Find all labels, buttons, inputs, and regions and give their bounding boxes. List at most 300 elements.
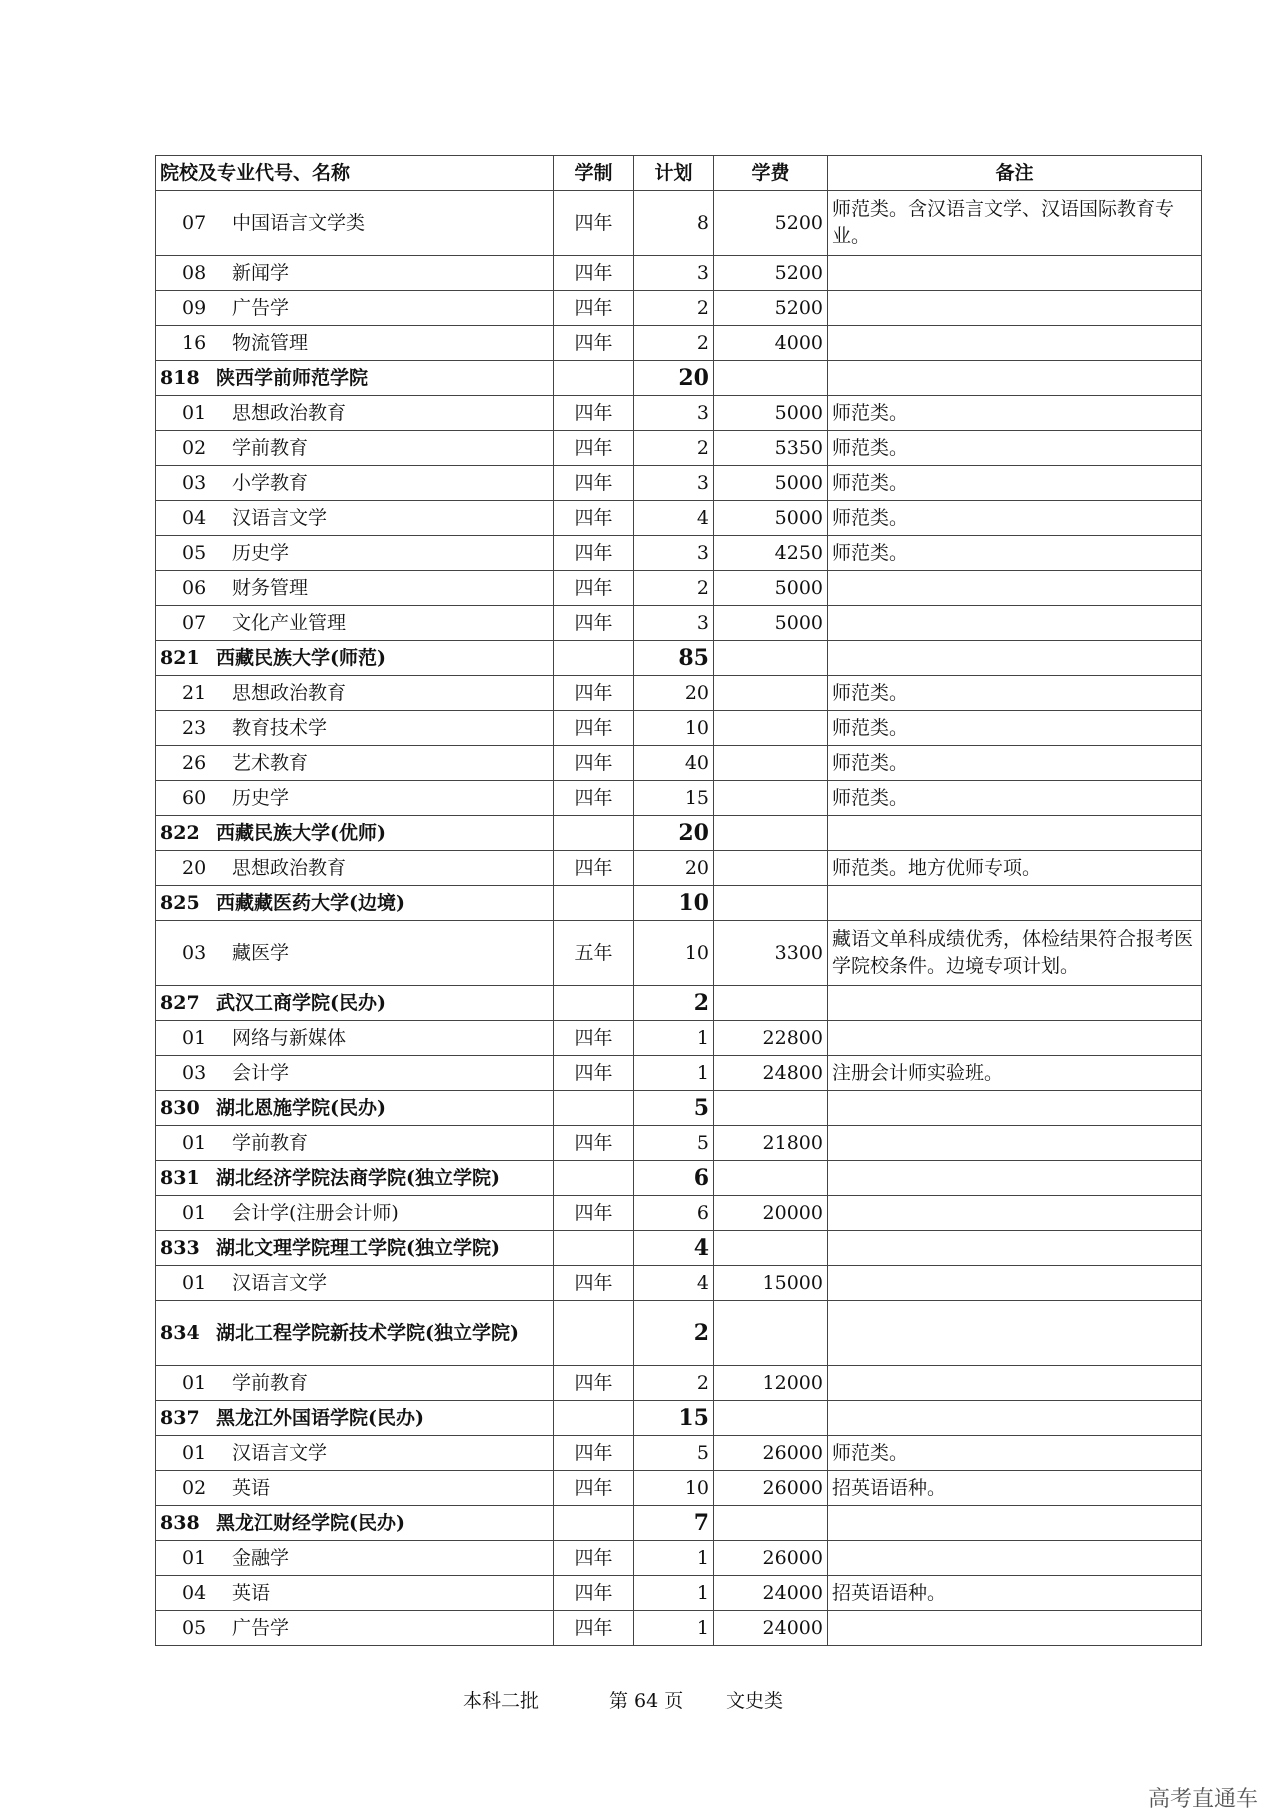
note-cell xyxy=(828,571,1202,606)
note-cell xyxy=(828,291,1202,326)
years-cell: 四年 xyxy=(554,676,634,711)
years-cell: 四年 xyxy=(554,1266,634,1301)
years-cell: 四年 xyxy=(554,1471,634,1506)
institution-name: 黑龙江财经学院(民办) xyxy=(216,1511,405,1534)
institution-code: 833 xyxy=(160,1236,200,1259)
major-name-cell xyxy=(156,1366,554,1401)
major-row xyxy=(156,1436,1202,1471)
note-cell xyxy=(828,1401,1202,1436)
note-cell: 招英语语种。 xyxy=(828,1576,1202,1611)
major-code: 01 xyxy=(182,1271,207,1294)
fee-cell: 22800 xyxy=(714,1021,828,1056)
note-cell: 师范类。 xyxy=(828,781,1202,816)
major-row xyxy=(156,1196,1202,1231)
years-cell: 四年 xyxy=(554,326,634,361)
institution-row xyxy=(156,1091,1202,1126)
note-cell xyxy=(828,641,1202,676)
note-cell xyxy=(828,1196,1202,1231)
major-code: 09 xyxy=(182,296,207,319)
major-name: 汉语言文学 xyxy=(232,506,328,529)
major-row xyxy=(156,921,1202,986)
major-name: 中国语言文学类 xyxy=(232,211,366,234)
footer-page-number: 第 64 页 xyxy=(609,1690,684,1712)
note-cell: 师范类。地方优师专项。 xyxy=(828,851,1202,886)
major-row xyxy=(156,1471,1202,1506)
note-cell xyxy=(828,1506,1202,1541)
fee-cell xyxy=(714,1401,828,1436)
fee-cell xyxy=(714,746,828,781)
years-cell xyxy=(554,886,634,921)
plan-cell: 20 xyxy=(634,676,714,711)
major-name-cell xyxy=(156,606,554,641)
major-name: 思想政治教育 xyxy=(232,856,347,879)
major-name: 会计学(注册会计师) xyxy=(232,1201,399,1224)
institution-row xyxy=(156,986,1202,1021)
plan-cell: 3 xyxy=(634,396,714,431)
note-cell: 师范类。 xyxy=(828,501,1202,536)
major-name-cell xyxy=(156,1056,554,1091)
institution-name-cell xyxy=(156,1506,554,1541)
fee-cell: 20000 xyxy=(714,1196,828,1231)
fee-cell: 5000 xyxy=(714,606,828,641)
plan-cell: 1 xyxy=(634,1541,714,1576)
major-row xyxy=(156,1021,1202,1056)
major-row xyxy=(156,1576,1202,1611)
major-name-cell xyxy=(156,326,554,361)
years-cell xyxy=(554,816,634,851)
major-name: 物流管理 xyxy=(232,331,309,354)
major-name: 藏医学 xyxy=(232,941,290,964)
plan-total-cell: 6 xyxy=(634,1161,714,1196)
years-cell: 四年 xyxy=(554,571,634,606)
years-cell: 四年 xyxy=(554,1541,634,1576)
major-name: 汉语言文学 xyxy=(232,1441,328,1464)
note-cell: 师范类。 xyxy=(828,676,1202,711)
major-code: 03 xyxy=(182,941,207,964)
fee-cell: 4000 xyxy=(714,326,828,361)
fee-cell: 4250 xyxy=(714,536,828,571)
years-cell xyxy=(554,1506,634,1541)
major-code: 03 xyxy=(182,1061,207,1084)
years-cell: 四年 xyxy=(554,1366,634,1401)
institution-name-cell xyxy=(156,641,554,676)
major-name: 教育技术学 xyxy=(232,716,328,739)
note-cell xyxy=(828,1301,1202,1366)
major-name-cell xyxy=(156,536,554,571)
major-name: 小学教育 xyxy=(232,471,309,494)
fee-cell: 26000 xyxy=(714,1541,828,1576)
major-name-cell xyxy=(156,781,554,816)
institution-code: 834 xyxy=(160,1321,200,1344)
institution-code: 818 xyxy=(160,366,200,389)
institution-name: 西藏藏医药大学(边境) xyxy=(216,891,405,914)
note-cell xyxy=(828,816,1202,851)
fee-cell: 5200 xyxy=(714,256,828,291)
major-name: 学前教育 xyxy=(232,1371,309,1394)
institution-name-cell xyxy=(156,361,554,396)
plan-cell: 1 xyxy=(634,1576,714,1611)
plan-cell: 1 xyxy=(634,1021,714,1056)
note-cell xyxy=(828,1541,1202,1576)
plan-cell: 4 xyxy=(634,501,714,536)
institution-row xyxy=(156,816,1202,851)
years-cell xyxy=(554,641,634,676)
plan-total-cell: 10 xyxy=(634,886,714,921)
major-code: 05 xyxy=(182,541,207,564)
fee-cell: 3300 xyxy=(714,921,828,986)
plan-total-cell: 4 xyxy=(634,1231,714,1266)
years-cell: 四年 xyxy=(554,746,634,781)
years-cell: 四年 xyxy=(554,536,634,571)
years-cell xyxy=(554,1161,634,1196)
major-name-cell xyxy=(156,396,554,431)
major-row xyxy=(156,501,1202,536)
major-name-cell xyxy=(156,676,554,711)
major-code: 01 xyxy=(182,1131,207,1154)
major-row xyxy=(156,746,1202,781)
years-cell: 四年 xyxy=(554,1126,634,1161)
major-row xyxy=(156,851,1202,886)
institution-name-cell xyxy=(156,1301,554,1366)
plan-cell: 3 xyxy=(634,466,714,501)
years-cell: 五年 xyxy=(554,921,634,986)
fee-cell: 26000 xyxy=(714,1471,828,1506)
note-cell xyxy=(828,361,1202,396)
institution-code: 838 xyxy=(160,1511,200,1534)
fee-cell xyxy=(714,641,828,676)
major-row xyxy=(156,1541,1202,1576)
major-name-cell xyxy=(156,1436,554,1471)
years-cell xyxy=(554,1091,634,1126)
major-code: 05 xyxy=(182,1616,207,1639)
plan-cell: 2 xyxy=(634,431,714,466)
major-name-cell xyxy=(156,1021,554,1056)
plan-cell: 10 xyxy=(634,1471,714,1506)
fee-cell: 15000 xyxy=(714,1266,828,1301)
years-cell: 四年 xyxy=(554,501,634,536)
fee-cell: 26000 xyxy=(714,1436,828,1471)
fee-cell xyxy=(714,986,828,1021)
major-code: 01 xyxy=(182,1441,207,1464)
major-code: 01 xyxy=(182,401,207,424)
major-row xyxy=(156,396,1202,431)
major-row xyxy=(156,466,1202,501)
major-name-cell xyxy=(156,501,554,536)
years-cell: 四年 xyxy=(554,606,634,641)
major-name-cell xyxy=(156,1541,554,1576)
plan-cell: 3 xyxy=(634,256,714,291)
years-cell: 四年 xyxy=(554,711,634,746)
major-name-cell xyxy=(156,291,554,326)
fee-cell xyxy=(714,1301,828,1366)
plan-cell: 8 xyxy=(634,191,714,256)
major-code: 60 xyxy=(182,786,207,809)
major-row xyxy=(156,571,1202,606)
plan-total-cell: 5 xyxy=(634,1091,714,1126)
institution-code: 837 xyxy=(160,1406,200,1429)
institution-name: 黑龙江外国语学院(民办) xyxy=(216,1406,424,1429)
years-cell: 四年 xyxy=(554,431,634,466)
years-cell: 四年 xyxy=(554,1021,634,1056)
years-cell: 四年 xyxy=(554,851,634,886)
institution-code: 825 xyxy=(160,891,200,914)
note-cell xyxy=(828,1021,1202,1056)
major-code: 04 xyxy=(182,1581,207,1604)
note-cell xyxy=(828,1366,1202,1401)
institution-name: 陕西学前师范学院 xyxy=(216,366,369,389)
institution-name: 湖北经济学院法商学院(独立学院) xyxy=(216,1166,500,1189)
institution-name: 西藏民族大学(优师) xyxy=(216,821,386,844)
institution-name: 西藏民族大学(师范) xyxy=(216,646,386,669)
note-cell: 藏语文单科成绩优秀，体检结果符合报考医学院校条件。边境专项计划。 xyxy=(828,921,1202,986)
note-cell xyxy=(828,1231,1202,1266)
major-row xyxy=(156,1056,1202,1091)
fee-cell: 24800 xyxy=(714,1056,828,1091)
major-code: 04 xyxy=(182,506,207,529)
years-cell xyxy=(554,1401,634,1436)
institution-name-cell xyxy=(156,986,554,1021)
years-cell: 四年 xyxy=(554,466,634,501)
major-code: 08 xyxy=(182,261,207,284)
note-cell: 师范类。含汉语言文学、汉语国际教育专业。 xyxy=(828,191,1202,256)
plan-cell: 10 xyxy=(634,711,714,746)
plan-cell: 4 xyxy=(634,1266,714,1301)
major-name-cell xyxy=(156,851,554,886)
years-cell: 四年 xyxy=(554,396,634,431)
institution-name-cell xyxy=(156,886,554,921)
major-row xyxy=(156,536,1202,571)
major-name: 英语 xyxy=(232,1581,271,1604)
plan-cell: 2 xyxy=(634,571,714,606)
fee-cell xyxy=(714,711,828,746)
major-name: 财务管理 xyxy=(232,576,309,599)
fee-cell: 5200 xyxy=(714,191,828,256)
major-name-cell xyxy=(156,921,554,986)
plan-cell: 1 xyxy=(634,1611,714,1646)
note-cell xyxy=(828,256,1202,291)
institution-name: 湖北工程学院新技术学院(独立学院) xyxy=(216,1321,519,1344)
years-cell: 四年 xyxy=(554,256,634,291)
major-code: 01 xyxy=(182,1201,207,1224)
fee-cell: 24000 xyxy=(714,1611,828,1646)
note-cell xyxy=(828,1266,1202,1301)
institution-row xyxy=(156,1161,1202,1196)
major-row xyxy=(156,1266,1202,1301)
institution-code: 822 xyxy=(160,821,200,844)
major-name-cell xyxy=(156,711,554,746)
major-row xyxy=(156,606,1202,641)
plan-total-cell: 7 xyxy=(634,1506,714,1541)
header-name: 院校及专业代号、名称 xyxy=(156,156,554,191)
note-cell: 师范类。 xyxy=(828,711,1202,746)
years-cell: 四年 xyxy=(554,1576,634,1611)
header-fee: 学费 xyxy=(714,156,828,191)
years-cell: 四年 xyxy=(554,1196,634,1231)
major-name: 英语 xyxy=(232,1476,271,1499)
institution-name: 湖北恩施学院(民办) xyxy=(216,1096,386,1119)
footer-batch: 本科二批 xyxy=(463,1690,540,1712)
major-name: 思想政治教育 xyxy=(232,681,347,704)
years-cell xyxy=(554,986,634,1021)
major-row xyxy=(156,1126,1202,1161)
fee-cell xyxy=(714,816,828,851)
header-note: 备注 xyxy=(828,156,1202,191)
fee-cell xyxy=(714,676,828,711)
plan-total-cell: 85 xyxy=(634,641,714,676)
major-code: 20 xyxy=(182,856,207,879)
plan-cell: 5 xyxy=(634,1126,714,1161)
plan-cell: 3 xyxy=(634,606,714,641)
institution-row xyxy=(156,1401,1202,1436)
plan-total-cell: 20 xyxy=(634,361,714,396)
note-cell xyxy=(828,1126,1202,1161)
note-cell xyxy=(828,986,1202,1021)
years-cell: 四年 xyxy=(554,781,634,816)
plan-cell: 40 xyxy=(634,746,714,781)
note-cell: 师范类。 xyxy=(828,431,1202,466)
note-cell: 招英语语种。 xyxy=(828,1471,1202,1506)
plan-cell: 5 xyxy=(634,1436,714,1471)
major-row xyxy=(156,711,1202,746)
major-name: 思想政治教育 xyxy=(232,401,347,424)
fee-cell xyxy=(714,781,828,816)
major-row xyxy=(156,781,1202,816)
fee-cell: 12000 xyxy=(714,1366,828,1401)
footer-category: 文史类 xyxy=(726,1690,784,1712)
years-cell: 四年 xyxy=(554,1611,634,1646)
major-code: 02 xyxy=(182,1476,207,1499)
plan-total-cell: 20 xyxy=(634,816,714,851)
note-cell xyxy=(828,326,1202,361)
major-row xyxy=(156,256,1202,291)
years-cell: 四年 xyxy=(554,291,634,326)
plan-cell: 15 xyxy=(634,781,714,816)
watermark-text: 高考直通车 xyxy=(1147,1787,1258,1812)
major-name: 会计学 xyxy=(232,1061,290,1084)
institution-name-cell xyxy=(156,1161,554,1196)
note-cell xyxy=(828,606,1202,641)
institution-name: 湖北文理学院理工学院(独立学院) xyxy=(216,1236,500,1259)
major-name: 网络与新媒体 xyxy=(232,1026,347,1049)
fee-cell: 5350 xyxy=(714,431,828,466)
major-name-cell xyxy=(156,571,554,606)
major-row xyxy=(156,191,1202,256)
institution-row xyxy=(156,886,1202,921)
major-code: 26 xyxy=(182,751,207,774)
major-name: 历史学 xyxy=(232,541,290,564)
major-name-cell xyxy=(156,1266,554,1301)
institution-name: 武汉工商学院(民办) xyxy=(216,991,386,1014)
fee-cell xyxy=(714,1506,828,1541)
note-cell: 师范类。 xyxy=(828,1436,1202,1471)
plan-total-cell: 2 xyxy=(634,986,714,1021)
institution-code: 830 xyxy=(160,1096,200,1119)
plan-total-cell: 2 xyxy=(634,1301,714,1366)
note-cell xyxy=(828,886,1202,921)
major-code: 01 xyxy=(182,1026,207,1049)
institution-row xyxy=(156,361,1202,396)
plan-total-cell: 15 xyxy=(634,1401,714,1436)
header-years: 学制 xyxy=(554,156,634,191)
major-row xyxy=(156,676,1202,711)
major-code: 16 xyxy=(182,331,207,354)
institution-row xyxy=(156,1231,1202,1266)
table-header-row xyxy=(156,156,1202,191)
major-name: 汉语言文学 xyxy=(232,1271,328,1294)
major-name-cell xyxy=(156,1611,554,1646)
years-cell: 四年 xyxy=(554,1056,634,1091)
fee-cell: 24000 xyxy=(714,1576,828,1611)
note-cell: 师范类。 xyxy=(828,396,1202,431)
institution-row xyxy=(156,1301,1202,1366)
major-row xyxy=(156,1366,1202,1401)
major-code: 23 xyxy=(182,716,207,739)
years-cell: 四年 xyxy=(554,191,634,256)
note-cell xyxy=(828,1161,1202,1196)
header-plan: 计划 xyxy=(634,156,714,191)
major-code: 06 xyxy=(182,576,207,599)
plan-cell: 3 xyxy=(634,536,714,571)
major-name-cell xyxy=(156,746,554,781)
plan-cell: 2 xyxy=(634,291,714,326)
major-name: 学前教育 xyxy=(232,1131,309,1154)
major-row xyxy=(156,326,1202,361)
major-name: 广告学 xyxy=(232,1616,290,1639)
major-name-cell xyxy=(156,256,554,291)
fee-cell: 5000 xyxy=(714,571,828,606)
major-name-cell xyxy=(156,1126,554,1161)
fee-cell xyxy=(714,886,828,921)
institution-code: 831 xyxy=(160,1166,200,1189)
fee-cell xyxy=(714,1231,828,1266)
plan-cell: 1 xyxy=(634,1056,714,1091)
note-cell xyxy=(828,1611,1202,1646)
major-name-cell xyxy=(156,1471,554,1506)
institution-name-cell xyxy=(156,816,554,851)
fee-cell: 5000 xyxy=(714,396,828,431)
major-name: 学前教育 xyxy=(232,436,309,459)
fee-cell xyxy=(714,851,828,886)
years-cell: 四年 xyxy=(554,1436,634,1471)
major-name: 新闻学 xyxy=(232,261,290,284)
major-code: 01 xyxy=(182,1546,207,1569)
years-cell xyxy=(554,1301,634,1366)
major-row xyxy=(156,1611,1202,1646)
fee-cell: 5200 xyxy=(714,291,828,326)
major-code: 03 xyxy=(182,471,207,494)
major-name: 历史学 xyxy=(232,786,290,809)
major-name-cell xyxy=(156,1576,554,1611)
major-name-cell xyxy=(156,1196,554,1231)
institution-row xyxy=(156,1506,1202,1541)
major-code: 07 xyxy=(182,611,207,634)
plan-cell: 10 xyxy=(634,921,714,986)
plan-cell: 20 xyxy=(634,851,714,886)
major-name-cell xyxy=(156,191,554,256)
note-cell: 注册会计师实验班。 xyxy=(828,1056,1202,1091)
note-cell xyxy=(828,1091,1202,1126)
admission-plan-table xyxy=(155,155,1202,1646)
note-cell: 师范类。 xyxy=(828,746,1202,781)
major-row xyxy=(156,431,1202,466)
years-cell xyxy=(554,361,634,396)
major-code: 01 xyxy=(182,1371,207,1394)
fee-cell: 21800 xyxy=(714,1126,828,1161)
major-name: 金融学 xyxy=(232,1546,290,1569)
plan-cell: 6 xyxy=(634,1196,714,1231)
fee-cell: 5000 xyxy=(714,466,828,501)
major-code: 07 xyxy=(182,211,207,234)
